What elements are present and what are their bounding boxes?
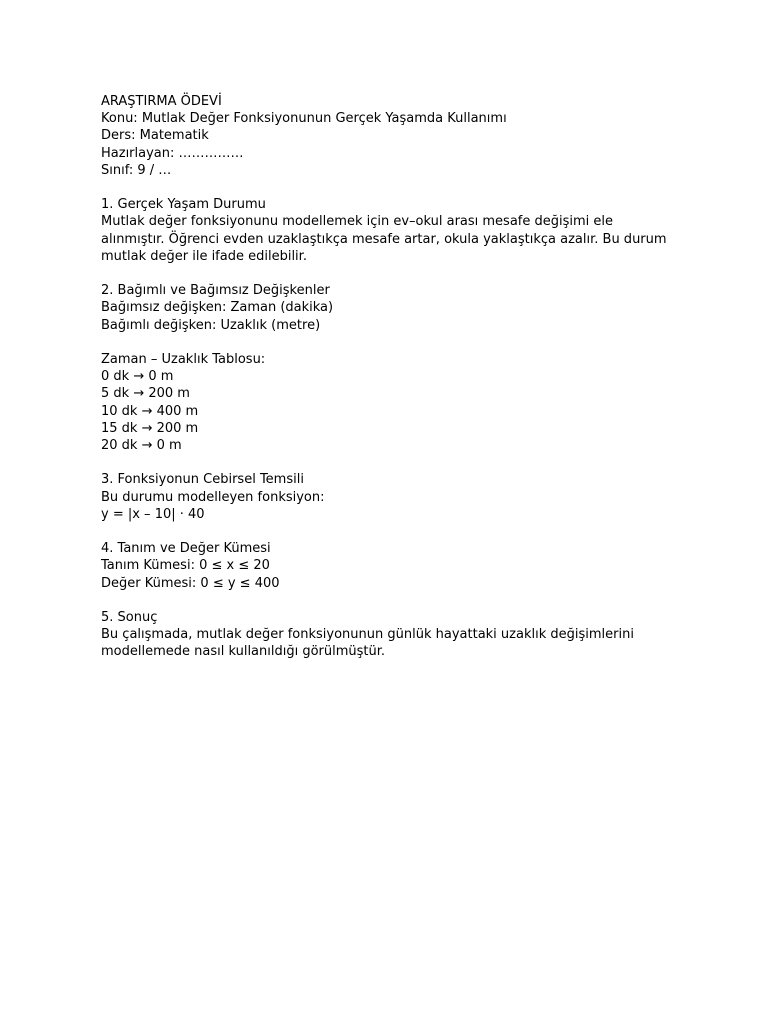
spacer <box>101 334 701 351</box>
section-4-heading: 4. Tanım ve Değer Kümesi <box>101 541 271 557</box>
section-2-heading: 2. Bağımlı ve Bağımsız Değişkenler <box>101 283 330 299</box>
section-3-intro: Bu durumu modelleyen fonksiyon: <box>101 489 325 505</box>
table-row: 0 dk → 0 m <box>101 369 174 385</box>
domain-line: Tanım Kümesi: 0 ≤ x ≤ 20 <box>101 558 270 574</box>
section-1-text-line: alınmıştır. Öğrenci evden uzaklaştıkça mesafe artar, okula yaklaştıkça azalır. Bu durum <box>101 231 667 247</box>
spacer <box>101 179 701 196</box>
section-5-heading: 5. Sonuç <box>101 610 158 625</box>
section-3-heading: 3. Fonksiyonun Cebirsel Temsili <box>101 472 304 488</box>
table-row: 15 dk → 200 m <box>101 420 199 436</box>
table-row: 5 dk → 200 m <box>101 386 190 402</box>
class-line: Sınıf: 9 / … <box>101 162 172 178</box>
conclusion-text-line: Bu çalışmada, mutlak değer fonksiyonunun günlük hayattaki uzaklık değişimlerini <box>101 627 634 643</box>
table-heading: Zaman – Uzaklık Tablosu: <box>101 352 266 367</box>
function-formula: y = |x – 10| · 40 <box>101 506 205 522</box>
dependent-variable-line: Bağımlı değişken: Uzaklık (metre) <box>101 317 321 333</box>
conclusion-text-line: modellemede nasıl kullanıldığı görülmüştür. <box>101 644 386 660</box>
spacer <box>101 592 701 609</box>
table-row: 10 dk → 400 m <box>101 403 199 419</box>
section-1-heading: 1. Gerçek Yaşam Durumu <box>101 197 266 213</box>
topic-line: Konu: Mutlak Değer Fonksiyonunun Gerçek Yaşamda Kullanımı <box>101 111 507 127</box>
course-line: Ders: Matematik <box>101 128 209 144</box>
document-title: ARAŞTIRMA ÖDEVİ <box>101 94 222 109</box>
range-line: Değer Kümesi: 0 ≤ y ≤ 400 <box>101 575 280 591</box>
independent-variable-line: Bağımsız değişken: Zaman (dakika) <box>101 300 334 316</box>
section-1-text-line: Mutlak değer fonksiyonunu modellemek için ev–okul arası mesafe değişimi ele <box>101 214 614 230</box>
document-page <box>101 93 701 661</box>
table-row: 20 dk → 0 m <box>101 438 182 454</box>
spacer <box>101 454 701 471</box>
spacer <box>101 523 701 540</box>
spacer <box>101 265 701 282</box>
prepared-by-line: Hazırlayan: …………… <box>101 145 244 161</box>
section-1-text-line: mutlak değer ile ifade edilebilir. <box>101 248 307 264</box>
